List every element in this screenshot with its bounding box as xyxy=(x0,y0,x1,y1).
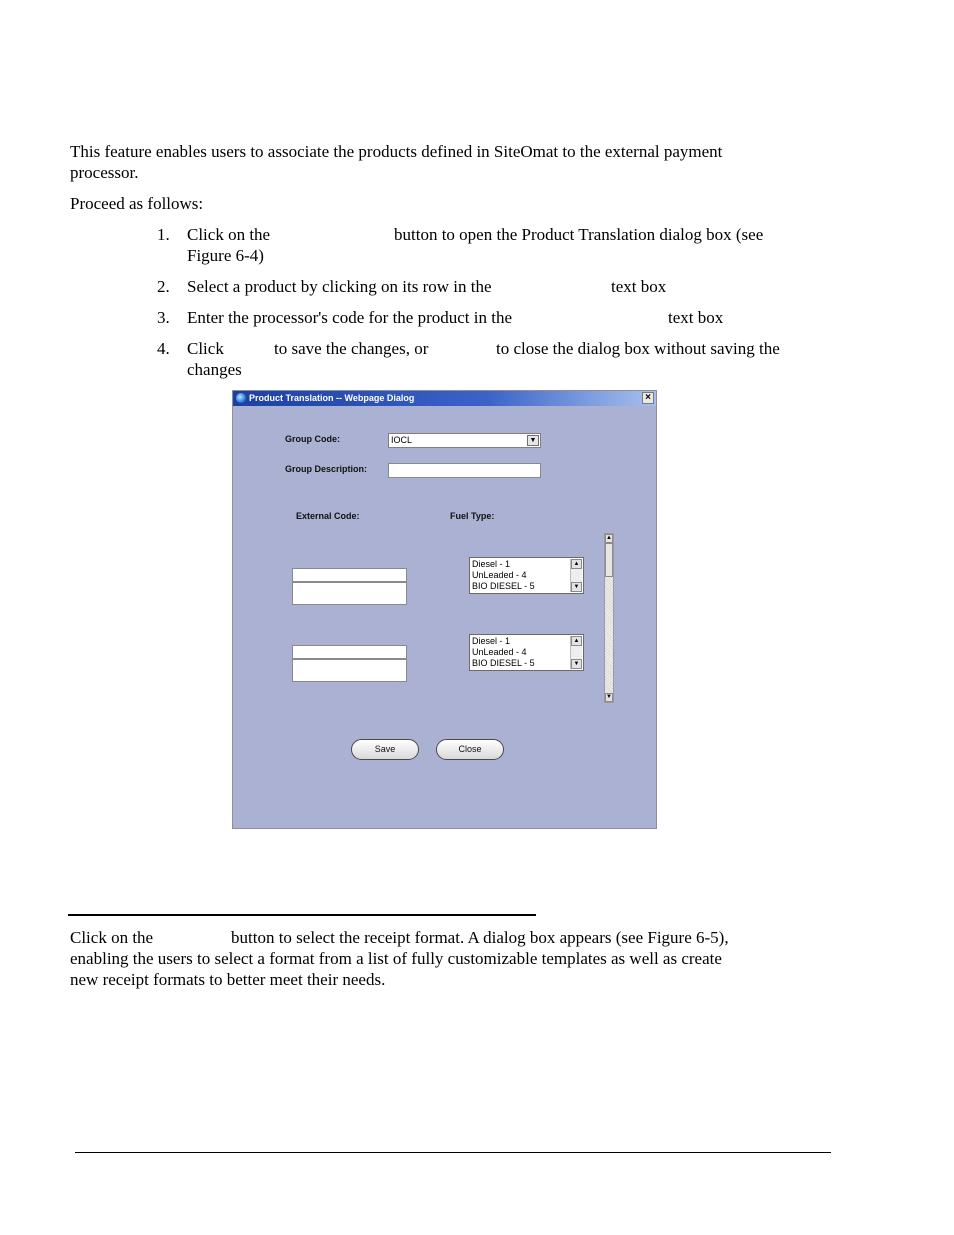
list-scrollbar[interactable] xyxy=(570,559,582,592)
group-code-value: IOCL xyxy=(391,435,413,445)
external-code-input[interactable] xyxy=(292,645,407,659)
step-number: 2. xyxy=(157,277,170,296)
list-item[interactable]: UnLeaded - 4 xyxy=(472,570,527,580)
scroll-up-icon[interactable]: ▲ xyxy=(571,559,582,569)
step-text: Click xyxy=(187,339,224,358)
dialog-scrollbar[interactable] xyxy=(604,533,614,703)
dialog-title: Product Translation -- Webpage Dialog xyxy=(249,393,415,403)
save-button[interactable]: Save xyxy=(351,739,419,760)
scroll-down-icon[interactable]: ▼ xyxy=(571,582,582,592)
receipt-text: button to select the receipt format. A dialog box appears (see Figure 6-5), xyxy=(231,928,729,947)
external-code-input[interactable] xyxy=(292,568,407,582)
external-code-box[interactable] xyxy=(292,582,407,605)
scroll-thumb[interactable] xyxy=(605,543,613,577)
step-text: to save the changes, or xyxy=(274,339,429,358)
receipt-text: new receipt formats to better meet their needs. xyxy=(70,970,386,989)
scroll-up-icon[interactable]: ▲ xyxy=(606,535,612,541)
scroll-down-icon[interactable]: ▼ xyxy=(571,659,582,669)
step-text: to close the dialog box without saving the xyxy=(496,339,780,358)
close-button[interactable]: Close xyxy=(436,739,504,760)
fuel-type-list[interactable] xyxy=(469,557,584,594)
list-scrollbar[interactable] xyxy=(570,636,582,669)
intro-line-2: processor. xyxy=(70,163,139,182)
scroll-up-icon[interactable]: ▲ xyxy=(571,636,582,646)
list-item[interactable]: Diesel - 1 xyxy=(472,636,511,646)
step-text: Select a product by clicking on its row in the xyxy=(187,277,492,296)
group-description-label: Group Description: xyxy=(285,464,368,474)
group-code-select[interactable] xyxy=(388,433,541,448)
list-item[interactable]: Diesel - 1 xyxy=(472,559,511,569)
list-item[interactable]: BIO DIESEL - 5 xyxy=(472,581,535,591)
step-text: text box xyxy=(668,308,724,327)
fuel-type-list[interactable] xyxy=(469,634,584,671)
scroll-down-icon[interactable]: ▼ xyxy=(606,694,612,700)
step-number: 3. xyxy=(157,308,170,327)
step-text: button to open the Product Translation dialog box (see xyxy=(394,225,764,244)
ie-icon xyxy=(236,393,246,403)
step-text: Enter the processor's code for the product in the xyxy=(187,308,513,327)
step-text: Click on the xyxy=(187,225,271,244)
step-text: text box xyxy=(611,277,667,296)
product-translation-dialog xyxy=(232,390,657,829)
section-divider xyxy=(68,914,536,916)
chevron-down-icon[interactable]: ▼ xyxy=(527,435,539,446)
external-code-label: External Code: xyxy=(296,511,360,521)
step-number: 1. xyxy=(157,225,170,244)
dialog-titlebar[interactable] xyxy=(233,391,656,406)
step-text: Figure 6-4) xyxy=(187,246,264,265)
receipt-text: enabling the users to select a format from a list of fully customizable templates as well as create xyxy=(70,949,722,968)
intro-paragraph xyxy=(70,141,810,183)
receipt-text: Click on the xyxy=(70,928,154,947)
step-text: changes xyxy=(187,360,242,379)
close-icon[interactable]: × xyxy=(642,392,654,404)
group-code-label: Group Code: xyxy=(285,434,340,444)
group-description-input[interactable] xyxy=(388,463,541,478)
list-item[interactable]: UnLeaded - 4 xyxy=(472,647,527,657)
list-item[interactable]: BIO DIESEL - 5 xyxy=(472,658,535,668)
fuel-type-label: Fuel Type: xyxy=(450,511,495,521)
step-number: 4. xyxy=(157,339,170,358)
external-code-box[interactable] xyxy=(292,659,407,682)
footer-divider xyxy=(75,1152,831,1153)
intro-line-1: This feature enables users to associate the products defined in SiteOmat to the external payment xyxy=(70,142,723,161)
proceed-text: Proceed as follows: xyxy=(70,194,204,213)
